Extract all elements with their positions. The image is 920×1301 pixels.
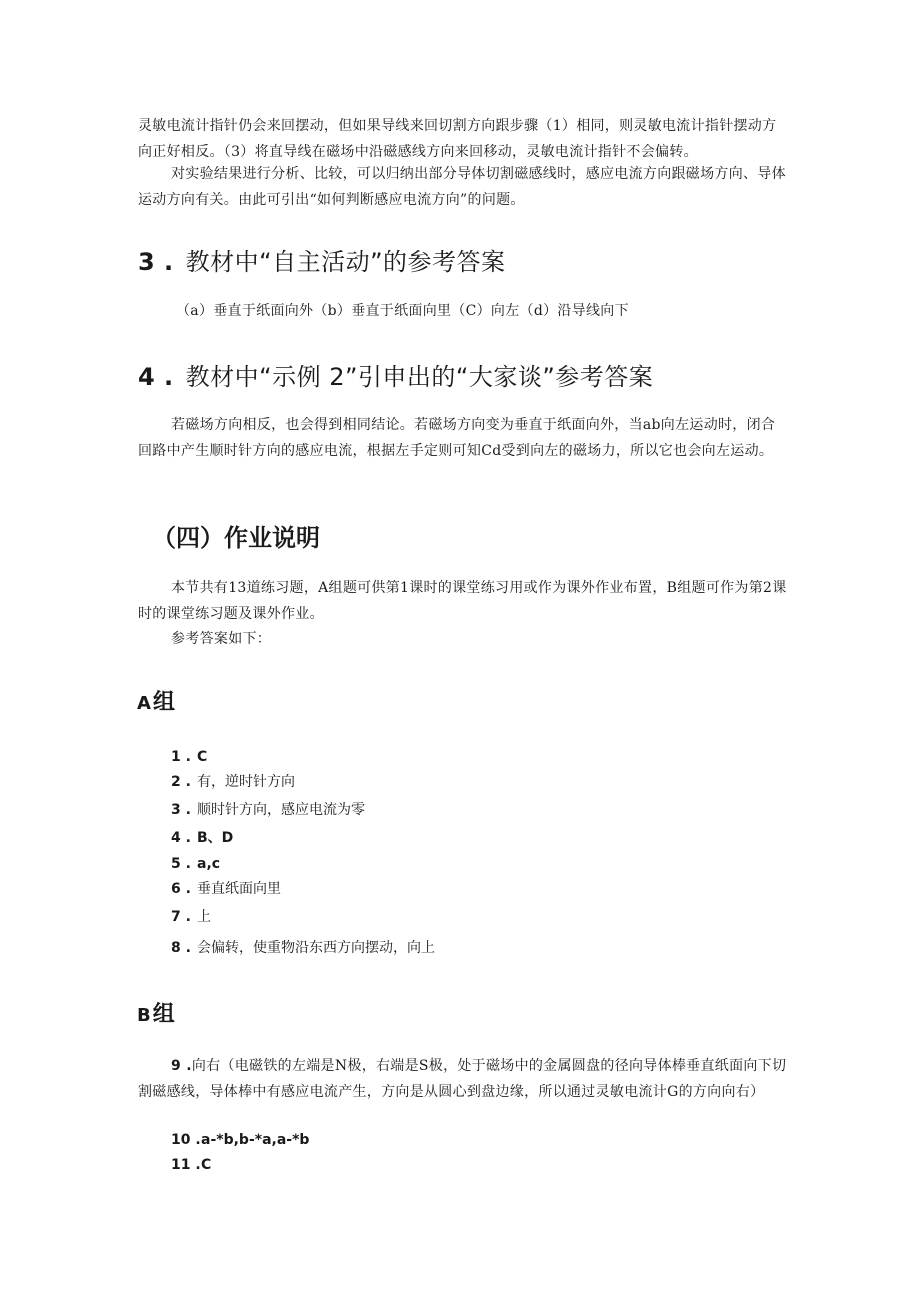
homework-paragraph-2: 参考答案如下： [171,631,272,647]
section-4-text: 若磁场方向相反，也会得到相同结论。若磁场方向变为垂直于纸面向外，当ab向左运动时，闭合回路中产生顺时针方向的感应电流，根据左手定则可知Cd受到向左的磁场力，所以它也会向左运动。 [138,417,776,459]
group-a-heading [137,685,175,716]
answer-number: 7 . [171,909,191,925]
group-b-letter: B [137,1005,151,1026]
section-4-title: 教材中“示例 2”引申出的“大家谈”参考答案 [185,363,654,391]
answer-number: 9 . [171,1058,192,1074]
section-3-number: 3 . [138,248,174,276]
answer-b-10 [171,1130,309,1150]
group-a-word: 组 [152,690,175,715]
answer-number: 4 . [171,830,191,846]
group-b-word: 组 [152,1002,175,1027]
answer-a-3 [171,800,365,820]
homework-paragraph-1: 本节共有13道练习题，A组题可供第1课时的课堂练习用或作为课外作业布置，B组题可作为第2课时的课堂练习题及课外作业。 [138,580,787,622]
intro-paragraph-1: 灵敏电流计指针仍会来回摆动，但如果导线来回切割方向跟步骤（1）相同，则灵敏电流计指针摆动方向正好相反。（3）将直导线在磁场中沿磁感线方向来回移动，灵敏电流计指针不会偏转。 [138,118,777,160]
answer-text: C [201,1157,212,1173]
answer-number: 6 . [171,881,191,897]
answer-number: 10 . [171,1132,201,1148]
homework-heading: （四）作业说明 [152,524,320,552]
answer-number: 3 . [171,802,191,818]
section-3-heading [138,242,506,277]
answer-b-9 [138,1054,788,1105]
intro-paragraph-2: 对实验结果进行分析、比较，可以归纳出部分导体切割磁感线时，感应电流方向跟磁场方向、导体运动方向有关。由此可引出“如何判断感应电流方向”的问题。 [138,166,786,208]
answer-text: 顺时针方向，感应电流为零 [197,802,365,818]
answer-a-1 [171,747,207,767]
answer-a-5 [171,854,220,874]
answer-a-4 [171,828,233,848]
answer-text: 上 [197,909,211,925]
answer-number: 1 . [171,749,191,765]
answer-number: 8 . [171,940,191,956]
section-4-heading [138,357,653,392]
section-3-answer: （a）垂直于纸面向外（b）垂直于纸面向里（C）向左（d）沿导线向下 [176,303,629,319]
answer-text: a-*b,b-*a,a-*b [201,1132,310,1148]
answer-b-11 [171,1155,211,1175]
section-4-number: 4 . [138,363,174,391]
answer-number: 5 . [171,856,191,872]
section-3-title: 教材中“自主活动”的参考答案 [185,248,506,276]
answer-a-8 [171,938,435,958]
group-b-heading [137,997,175,1028]
answer-text: 向右（电磁铁的左端是N极，右端是S极，处于磁场中的金属圆盘的径向导体棒垂直纸面向下切割磁感线，导体棒中有感应电流产生，方向是从圆心到盘边缘，所以通过灵敏电流计G的方向向右） [138,1058,787,1100]
answer-text: 有，逆时针方向 [197,774,295,790]
answer-a-6 [171,879,281,899]
answer-number: 11 . [171,1157,201,1173]
answer-text: B、D [197,830,234,846]
answer-a-7 [171,907,211,927]
answer-text: C [197,749,208,765]
answer-text: 会偏转，使重物沿东西方向摆动，向上 [197,940,435,956]
answer-text: 垂直纸面向里 [197,881,281,897]
answer-text: a,c [197,856,221,872]
answer-number: 2 . [171,774,191,790]
group-a-letter: A [137,693,151,714]
answer-a-2 [171,772,295,792]
